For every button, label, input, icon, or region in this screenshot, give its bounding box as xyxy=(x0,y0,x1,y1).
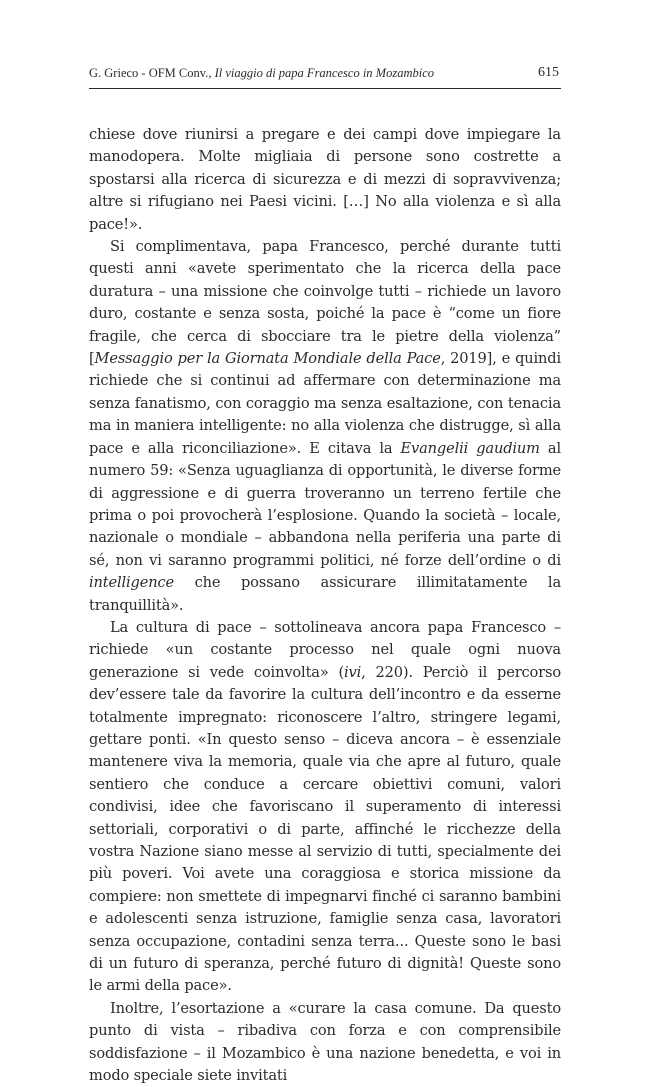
header-rule xyxy=(89,88,561,89)
paragraph-4 xyxy=(89,998,561,1087)
paragraph-2 xyxy=(89,236,561,617)
p2-italic-messaggio: Messaggio per la Giornata Mondiale della Pace xyxy=(94,350,441,368)
p3-text-2: , 220). Perciò il percorso dev’essere tale da favorire la cultura dell’incontro e da esserne totalmente impregnato: riconoscere l’altro, stringere legami, gettare ponti. «In questo senso – diceva ancora – è essenziale mantenere viva la memoria, quale via che apre al futuro, quale sentiero che conduce a cercare obiettivi comuni, valori condivisi, idee che favoriscano il superamento di interessi settoriali, corporativi o di parte, affinché le ricchezze della vostra Nazione siano messe al servizio di tutti, specialmente dei più poveri. Voi avete una coraggiosa e storica missione da compiere: non smettete di impegnarvi finché ci saranno bambini e adolescenti senza istruzione, famiglie senza casa, lavoratori senza occupazione, contadini senza terra... Queste sono le basi di un futuro di speranza, perché futuro di dignità! Queste sono le armi della pace». xyxy=(89,663,561,995)
running-head-text xyxy=(89,58,434,88)
p2-italic-evangelii: Evangelii gaudium xyxy=(400,439,540,457)
p4-text: Inoltre, l’esortazione a «curare la casa comune. Da questo punto di vista – ribadiva con forza e con comprensibile soddisfazione – il Mozambico è una nazione benedetta, e voi in modo speciale siete invitati xyxy=(89,999,561,1085)
p2-text-1: Si complimentava, papa Francesco, perché durante tutti questi anni «avete sperimentato che la ricerca della pace duratura – una missione che coinvolge tutti – richiede un lavoro duro, costante e senza sosta, poiché la pace è “come un fiore fragile, che cerca di sbocciare tra le pietre della violenza” [ xyxy=(89,238,561,368)
body-text xyxy=(89,124,561,1087)
p2-text-2: , 2019], e quindi richiede che si continui ad affermare con determinazione ma senza fanatismo, con coraggio ma senza esaltazione, con tenacia ma in maniera intelligente: no alla violenza che distrugge, sì alla pace e alla riconciliazione». E citava la xyxy=(89,350,561,457)
running-head-author: G. Grieco - OFM Conv., xyxy=(89,66,212,80)
p2-italic-intelligence: intelligence xyxy=(89,574,174,592)
running-head-title: Il viaggio di papa Francesco in Mozambico xyxy=(214,66,434,80)
page-number: 615 xyxy=(538,65,559,80)
p2-text-4: che possano assicurare illimitatamente la tranquillità». xyxy=(89,574,561,614)
p3-text-1: La cultura di pace – sottolineava ancora papa Francesco – richiede «un costante processo nel quale ogni nuova generazione si vede coinvolta» ( xyxy=(89,618,561,681)
p3-italic-ivi: ivi xyxy=(344,663,362,681)
paragraph-1 xyxy=(89,124,561,236)
p1-text: chiese dove riunirsi a pregare e dei campi dove impiegare la manodopera. Molte migliaia di persone sono costrette a spostarsi alla ricerca di sicurezza e di mezzi di sopravvivenza; altre si rifugiano nei Paesi vicini. […] No alla violenza e sì alla pace!». xyxy=(89,126,561,233)
paragraph-3 xyxy=(89,617,561,998)
p2-text-3: al numero 59: «Senza uguaglianza di opportunità, le diverse forme di aggressione e di guerra troveranno un terreno fertile che prima o poi provocherà l’esplosione. Quando la società – locale, nazionale o mondiale – abbandona nella periferia una parte di sé, non vi saranno programmi politici, né forze dell’ordine o di xyxy=(89,439,561,569)
